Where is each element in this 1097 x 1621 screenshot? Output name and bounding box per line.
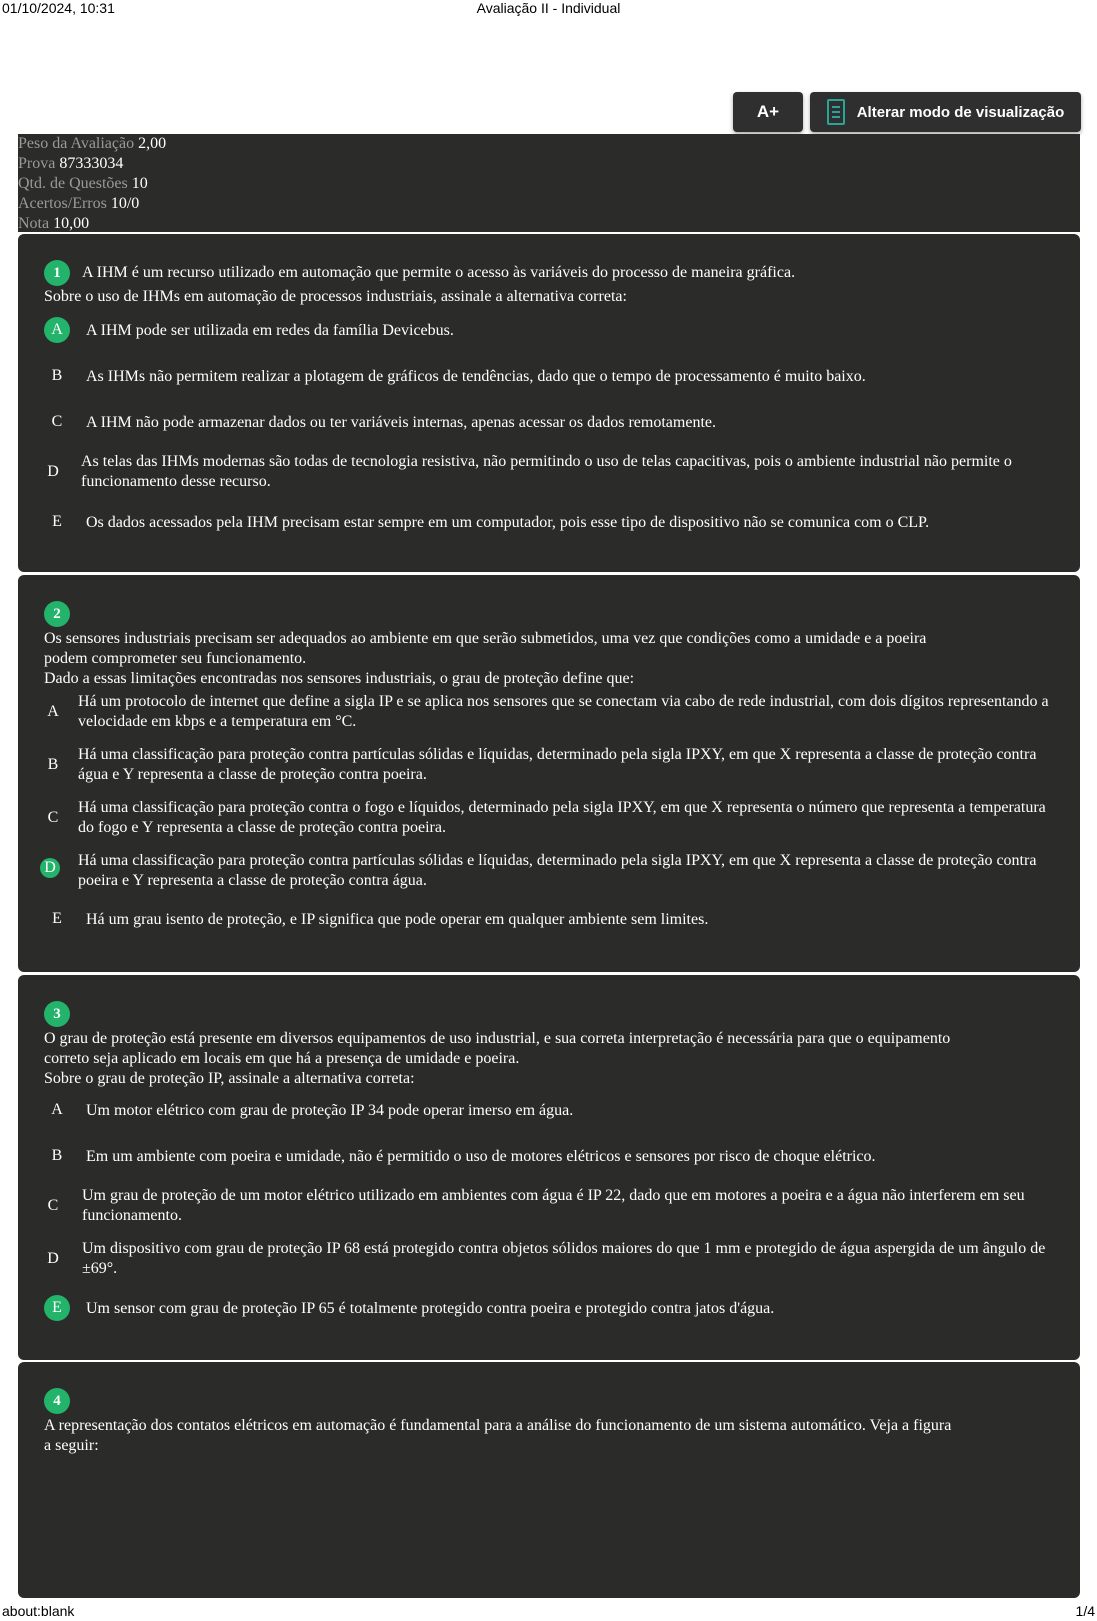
- option-text[interactable]: As IHMs não permitem realizar a plotagem de gráficos de tendências, dado que o tempo de processamento é muito baixo.: [86, 368, 866, 385]
- question-statement: Sobre o uso de IHMs em automação de processos industriais, assinale a alternativa correta:: [44, 288, 627, 305]
- view-mode-label: Alterar modo de visualização: [856, 103, 1065, 121]
- option-letter[interactable]: C: [47, 1197, 59, 1214]
- question-card-1: [18, 234, 1080, 572]
- view-mode-button[interactable]: [810, 92, 1081, 132]
- option-letter-correct[interactable]: D: [40, 858, 60, 878]
- question-statement: a seguir:: [44, 1437, 99, 1454]
- option-letter[interactable]: D: [47, 463, 59, 480]
- font-size-button[interactable]: [733, 92, 803, 132]
- summary-hits-errors: Acertos/Erros 10/0: [18, 195, 140, 212]
- option-text[interactable]: Um dispositivo com grau de proteção IP 68 está protegido contra objetos sólidos maiores do que 1 mm e protegido de água aspergida de um ângulo de ±69°.: [82, 1240, 1046, 1277]
- summary-weight: Peso da Avaliação 2,00: [18, 135, 167, 152]
- option-letter[interactable]: B: [51, 367, 63, 384]
- question-statement: Os sensores industriais precisam ser adequados ao ambiente em que serão submetidos, uma vez que condições como a umidade e a poeira: [44, 630, 927, 647]
- option-text[interactable]: Há uma classificação para proteção contra partículas sólidas e líquidas, determinado pela sigla IPXY, em que X representa a classe de proteção contra poeira e Y representa a classe de proteção contra água.: [78, 852, 1037, 889]
- option-text[interactable]: Há uma classificação para proteção contra partículas sólidas e líquidas, determinado pela sigla IPXY, em que X representa a classe de proteção contra água e Y representa a classe de proteção contra poeira.: [78, 746, 1037, 783]
- option-letter[interactable]: B: [47, 756, 59, 773]
- document-icon: [827, 99, 845, 125]
- question-card-3: [18, 975, 1080, 1360]
- print-datetime: 01/10/2024, 10:31: [2, 0, 115, 16]
- option-text[interactable]: Um sensor com grau de proteção IP 65 é totalmente protegido contra poeira e protegido contra jatos d'água.: [86, 1300, 775, 1317]
- option-text[interactable]: A IHM pode ser utilizada em redes da família Devicebus.: [86, 322, 454, 339]
- question-statement: O grau de proteção está presente em diversos equipamentos de uso industrial, e sua correta interpretação é necessária para que o equipamento: [44, 1030, 951, 1047]
- option-text[interactable]: Há um protocolo de internet que define a sigla IP e se aplica nos sensores que se conectam via cabo de rede industrial, com dois dígitos representando a velocidade em kbps e a temperatura em °C.: [78, 693, 1049, 730]
- question-number: 2: [44, 601, 70, 627]
- font-size-label: A+: [756, 102, 780, 121]
- option-letter[interactable]: B: [51, 1147, 63, 1164]
- option-text[interactable]: Os dados acessados pela IHM precisam estar sempre em um computador, pois esse tipo de dispositivo não se comunica com o CLP.: [86, 514, 930, 531]
- option-letter-correct[interactable]: A: [44, 317, 70, 343]
- option-letter[interactable]: E: [52, 910, 62, 927]
- option-text[interactable]: Em um ambiente com poeira e umidade, não é permitido o uso de motores elétricos e sensores por risco de choque elétrico.: [86, 1148, 876, 1165]
- question-number: 1: [44, 260, 70, 286]
- option-text[interactable]: Um grau de proteção de um motor elétrico utilizado em ambientes com água é IP 22, dado que em motores a poeira e a água não interferem em seu funcionamento.: [82, 1187, 1025, 1224]
- question-card-2: [18, 575, 1080, 972]
- option-text[interactable]: Há um grau isento de proteção, e IP significa que pode operar em qualquer ambiente sem limites.: [86, 911, 709, 928]
- option-letter-correct[interactable]: E: [44, 1295, 70, 1321]
- option-letter[interactable]: E: [52, 513, 62, 530]
- question-statement: A representação dos contatos elétricos em automação é fundamental para a análise do funcionamento de um sistema automático. Veja a figura: [44, 1417, 952, 1434]
- option-text[interactable]: A IHM não pode armazenar dados ou ter variáveis internas, apenas acessar os dados remotamente.: [86, 414, 716, 431]
- question-card-4: [18, 1362, 1080, 1598]
- option-text[interactable]: Há uma classificação para proteção contra o fogo e líquidos, determinado pela sigla IPXY, em que X representa o número que representa a temperatura do fogo e Y representa a classe de proteção contra poeira.: [78, 799, 1046, 836]
- question-statement: correto seja aplicado em locais em que há a presença de umidade e poeira.: [44, 1050, 520, 1067]
- option-text[interactable]: As telas das IHMs modernas são todas de tecnologia resistiva, não permitindo o uso de telas capacitivas, pois o ambiente industrial não permite o funcionamento desse recurso.: [81, 453, 1012, 490]
- option-letter[interactable]: C: [51, 413, 63, 430]
- option-text[interactable]: Um motor elétrico com grau de proteção IP 34 pode operar imerso em água.: [86, 1102, 574, 1119]
- question-statement: Sobre o grau de proteção IP, assinale a alternativa correta:: [44, 1070, 415, 1087]
- option-letter[interactable]: A: [51, 1101, 63, 1118]
- summary-grade: Nota 10,00: [18, 215, 90, 232]
- exam-summary: [18, 134, 1080, 232]
- print-url: about:blank: [2, 1603, 75, 1619]
- print-footer: [0, 1603, 1097, 1621]
- question-statement: A IHM é um recurso utilizado em automação que permite o acesso às variáveis do processo de maneira gráfica.: [82, 264, 796, 281]
- option-letter[interactable]: A: [47, 703, 59, 720]
- question-number: 4: [44, 1388, 70, 1414]
- print-page-number: 1/4: [1075, 1603, 1095, 1619]
- option-letter[interactable]: D: [47, 1250, 59, 1267]
- print-header: [0, 0, 1097, 18]
- option-letter[interactable]: C: [47, 809, 59, 826]
- print-title: Avaliação II - Individual: [476, 0, 621, 16]
- summary-exam: Prova 87333034: [18, 155, 124, 172]
- question-number: 3: [44, 1001, 70, 1027]
- summary-question-count: Qtd. de Questões 10: [18, 175, 148, 192]
- question-statement: Dado a essas limitações encontradas nos sensores industriais, o grau de proteção define que:: [44, 670, 635, 687]
- question-statement: podem comprometer seu funcionamento.: [44, 650, 307, 667]
